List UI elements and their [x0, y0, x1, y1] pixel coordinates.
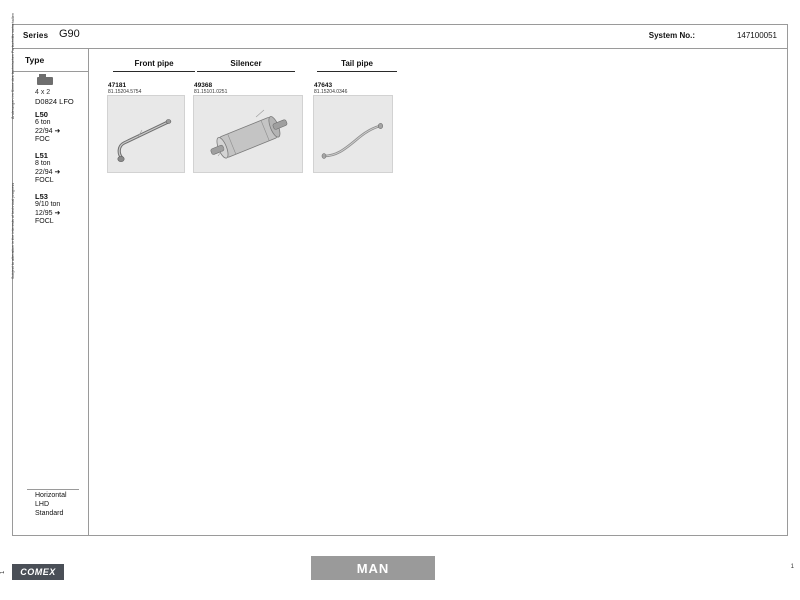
column-header-silencer: Silencer [197, 59, 295, 72]
type-header-divider [13, 71, 88, 72]
front-pipe-illustration [108, 96, 186, 174]
column-header-front-pipe: Front pipe [113, 59, 195, 72]
part-card-silencer[interactable] [193, 82, 303, 173]
type-date: 12/95 ➜ [35, 209, 61, 217]
type-date: 22/94 ➜ [35, 127, 61, 135]
engine-icon [37, 77, 53, 85]
page-number-right: 1 [790, 564, 794, 570]
type-entry-l53[interactable] [35, 193, 60, 227]
page-number-left: 1 [0, 570, 6, 574]
type-tonnage: 9/10 ton [35, 201, 61, 209]
type-variant: FOCL [35, 177, 54, 185]
comex-logo: COMEX [12, 564, 64, 580]
type-code: L50 [35, 110, 48, 119]
type-tonnage: 6 ton [35, 119, 51, 127]
type-code: L53 [35, 192, 48, 201]
column-header-tail-pipe: Tail pipe [317, 59, 397, 72]
type-column-header: Type [25, 55, 45, 65]
mounting-orientation: Horizontal [35, 492, 67, 499]
type-entry-l50[interactable] [35, 111, 60, 145]
steering-side: LHD [35, 501, 50, 508]
part-number: 47181 [108, 82, 127, 89]
engine-code: D0824 LFO [35, 97, 74, 106]
silencer-illustration [194, 96, 304, 174]
axle-config-icon: 4 x 2 [35, 89, 51, 96]
legal-note-vertical-2: Subject to alteration in the interests of technical progress [11, 182, 15, 279]
sidebar-footer-info [35, 491, 67, 518]
series-value: G90 [59, 28, 80, 40]
part-card-tail-pipe[interactable] [313, 82, 393, 173]
system-number-value: 147100051 [736, 31, 777, 40]
sidebar-footer-divider [27, 489, 79, 490]
type-variant: FOC [35, 136, 50, 144]
part-number: 49368 [194, 82, 213, 89]
equipment-level: Standard [35, 510, 64, 517]
type-date: 22/94 ➜ [35, 168, 61, 176]
type-code: L51 [35, 151, 48, 160]
part-reference: 81.15101.0251 [194, 89, 228, 95]
series-label: Series [23, 31, 49, 40]
part-number: 47643 [314, 82, 333, 89]
part-reference: 81.15204.0346 [314, 89, 348, 95]
tail-pipe-illustration [314, 96, 394, 174]
document-frame [11, 12, 788, 536]
legal-note-vertical-1: Änderungen im Sinne des technischen Fortschritts vorbehalten [11, 12, 15, 119]
type-variant: FOCL [35, 218, 54, 226]
parts-area [89, 49, 787, 534]
type-entry-l51[interactable] [35, 152, 60, 186]
type-tonnage: 8 ton [35, 160, 51, 168]
system-number-label: System No.: [648, 31, 695, 40]
man-brand-bar: MAN [311, 556, 435, 580]
document-header [13, 25, 787, 49]
part-card-front-pipe[interactable] [107, 82, 185, 173]
part-reference: 81.15204.5754 [108, 89, 142, 95]
